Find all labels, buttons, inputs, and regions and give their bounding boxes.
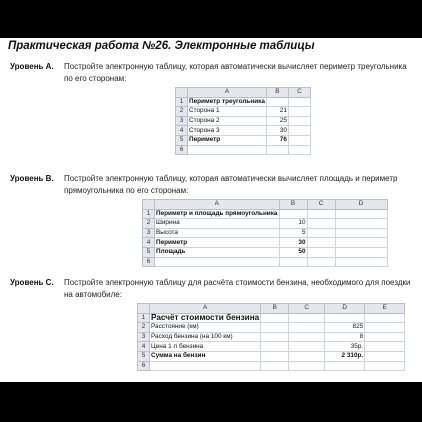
cell[interactable] (307, 257, 335, 267)
table-row (138, 313, 405, 323)
table-row (143, 228, 388, 238)
cell[interactable] (289, 342, 325, 352)
select-all-corner[interactable] (176, 88, 188, 98)
cell[interactable]: 10 (279, 219, 307, 229)
cell[interactable] (188, 145, 267, 155)
row-header[interactable]: 1 (176, 97, 188, 107)
column-header[interactable]: C (307, 200, 335, 210)
cell[interactable]: Периметр (188, 135, 267, 145)
cell[interactable] (307, 219, 335, 229)
column-header[interactable]: B (261, 304, 289, 314)
cell[interactable] (307, 247, 335, 257)
table-row (138, 332, 405, 342)
row-header[interactable]: 3 (138, 332, 150, 342)
cell[interactable]: 21 (266, 107, 288, 117)
cell[interactable]: Площадь (155, 247, 280, 257)
cell[interactable] (307, 228, 335, 238)
level-c-task: Постройте электронную таблицу для расчёта стоимости бензина, необходимого для поездки на автомобиле: (64, 278, 411, 299)
level-a-task: Постройте электронную таблицу, которая автоматически вычисляет периметр треугольника по его сторонам: (64, 62, 407, 83)
cell[interactable] (261, 323, 289, 333)
cell[interactable] (289, 361, 325, 371)
cell[interactable] (261, 361, 289, 371)
cell[interactable]: Высота (155, 228, 280, 238)
level-c-label: Уровень С. (10, 278, 54, 287)
cell[interactable]: Цена 1 л бензина (150, 342, 261, 352)
select-all-corner[interactable] (138, 304, 150, 314)
cell[interactable] (335, 228, 387, 238)
cell[interactable]: Периметр треугольника (189, 97, 265, 105)
cell[interactable] (288, 145, 310, 155)
column-header[interactable]: D (325, 304, 365, 314)
row-header[interactable]: 6 (176, 145, 188, 155)
cell[interactable] (365, 351, 405, 361)
level-a-spreadsheet (175, 87, 311, 155)
table-row (143, 238, 388, 248)
cell[interactable]: Сторона 2 (188, 116, 267, 126)
cell[interactable] (365, 342, 405, 352)
column-header-row (176, 88, 311, 98)
cell[interactable]: 25 (266, 116, 288, 126)
cell[interactable]: 35р. (325, 342, 365, 352)
table-row (176, 145, 311, 155)
row-header[interactable]: 6 (143, 257, 155, 267)
row-header[interactable]: 4 (138, 342, 150, 352)
cell[interactable] (288, 135, 310, 145)
cell[interactable]: Периметр (155, 238, 280, 248)
cell[interactable] (307, 209, 335, 219)
cell[interactable]: 5 (279, 228, 307, 238)
cell[interactable]: Расчёт стоимости бензина (151, 312, 260, 322)
cell[interactable] (289, 313, 325, 323)
column-header-row (143, 200, 388, 210)
cell[interactable] (307, 238, 335, 248)
cell[interactable]: Сторона 3 (188, 126, 267, 136)
cell[interactable]: Сторона 1 (188, 107, 267, 117)
table-row (138, 323, 405, 333)
table-row (143, 219, 388, 229)
row-header[interactable]: 5 (143, 247, 155, 257)
cell[interactable]: 8 (325, 332, 365, 342)
cell[interactable] (289, 323, 325, 333)
row-header[interactable]: 2 (176, 107, 188, 117)
level-b-task: Постройте электронную таблицу, которая автоматически вычисляет площадь и периметр прямоугольника по его сторонам: (64, 174, 398, 195)
cell[interactable]: Периметр и площадь прямоугольника (156, 209, 278, 217)
worksheet-page (0, 38, 422, 382)
cell[interactable] (261, 313, 289, 323)
column-header[interactable]: B (266, 88, 288, 98)
cell[interactable] (335, 257, 387, 267)
column-header[interactable]: B (279, 200, 307, 210)
level-b-label: Уровень В. (10, 174, 54, 183)
row-header[interactable]: 4 (176, 126, 188, 136)
table-row (143, 209, 388, 219)
table-row (176, 116, 311, 126)
table-row (138, 342, 405, 352)
row-header[interactable]: 1 (138, 313, 150, 323)
table-row (176, 107, 311, 117)
table-row (138, 351, 405, 361)
level-a-label: Уровень А. (10, 62, 54, 71)
column-header[interactable]: E (365, 304, 405, 314)
table-row (143, 247, 388, 257)
cell[interactable] (155, 257, 280, 267)
cell[interactable] (325, 313, 365, 323)
column-header-row (138, 304, 405, 314)
cell[interactable]: 2 310р. (325, 351, 365, 361)
row-header[interactable]: 6 (138, 361, 150, 371)
cell[interactable]: Ширина (155, 219, 280, 229)
table-row (143, 257, 388, 267)
column-header[interactable]: C (289, 304, 325, 314)
row-header[interactable]: 3 (143, 228, 155, 238)
table-row (138, 361, 405, 371)
cell[interactable] (266, 145, 288, 155)
cell[interactable] (335, 247, 387, 257)
column-header[interactable]: A (150, 304, 261, 314)
column-header[interactable]: C (288, 88, 310, 98)
row-header[interactable]: 5 (176, 135, 188, 145)
cell[interactable]: 76 (266, 135, 288, 145)
cell[interactable] (279, 257, 307, 267)
cell[interactable] (289, 351, 325, 361)
cell[interactable]: 825 (325, 323, 365, 333)
select-all-corner[interactable] (143, 200, 155, 210)
cell[interactable] (288, 116, 310, 126)
row-header[interactable]: 4 (143, 238, 155, 248)
cell[interactable] (335, 209, 387, 219)
row-header[interactable]: 2 (143, 219, 155, 229)
cell[interactable] (288, 126, 310, 136)
cell[interactable] (325, 361, 365, 371)
cell[interactable]: Расход бензина (на 100 км) (150, 332, 261, 342)
row-header[interactable]: 1 (143, 209, 155, 219)
table-row (176, 135, 311, 145)
cell[interactable] (261, 351, 289, 361)
row-header[interactable]: 3 (176, 116, 188, 126)
cell[interactable] (365, 361, 405, 371)
cell[interactable]: 30 (279, 238, 307, 248)
row-header[interactable]: 5 (138, 351, 150, 361)
column-header[interactable]: A (155, 200, 280, 210)
cell[interactable] (150, 361, 261, 371)
cell[interactable]: 30 (266, 126, 288, 136)
column-header[interactable]: A (188, 88, 267, 98)
cell[interactable]: Сумма на бензин (150, 351, 261, 361)
cell[interactable] (365, 313, 405, 323)
cell[interactable] (365, 323, 405, 333)
cell[interactable] (365, 332, 405, 342)
cell[interactable] (279, 209, 307, 219)
cell[interactable] (335, 238, 387, 248)
level-b-spreadsheet (142, 199, 388, 267)
cell[interactable] (288, 97, 310, 107)
cell[interactable] (261, 332, 289, 342)
cell[interactable] (266, 97, 288, 107)
cell[interactable] (289, 332, 325, 342)
row-header[interactable]: 2 (138, 323, 150, 333)
cell[interactable] (261, 342, 289, 352)
cell[interactable]: 50 (279, 247, 307, 257)
table-row (176, 126, 311, 136)
table-row (176, 97, 311, 107)
cell[interactable] (288, 107, 310, 117)
cell[interactable]: Расстояние (км) (150, 323, 261, 333)
page-title: Практическая работа №26. Электронные таблицы (8, 40, 315, 52)
column-header[interactable]: D (335, 200, 387, 210)
level-c-spreadsheet (137, 303, 405, 371)
cell[interactable] (335, 219, 387, 229)
